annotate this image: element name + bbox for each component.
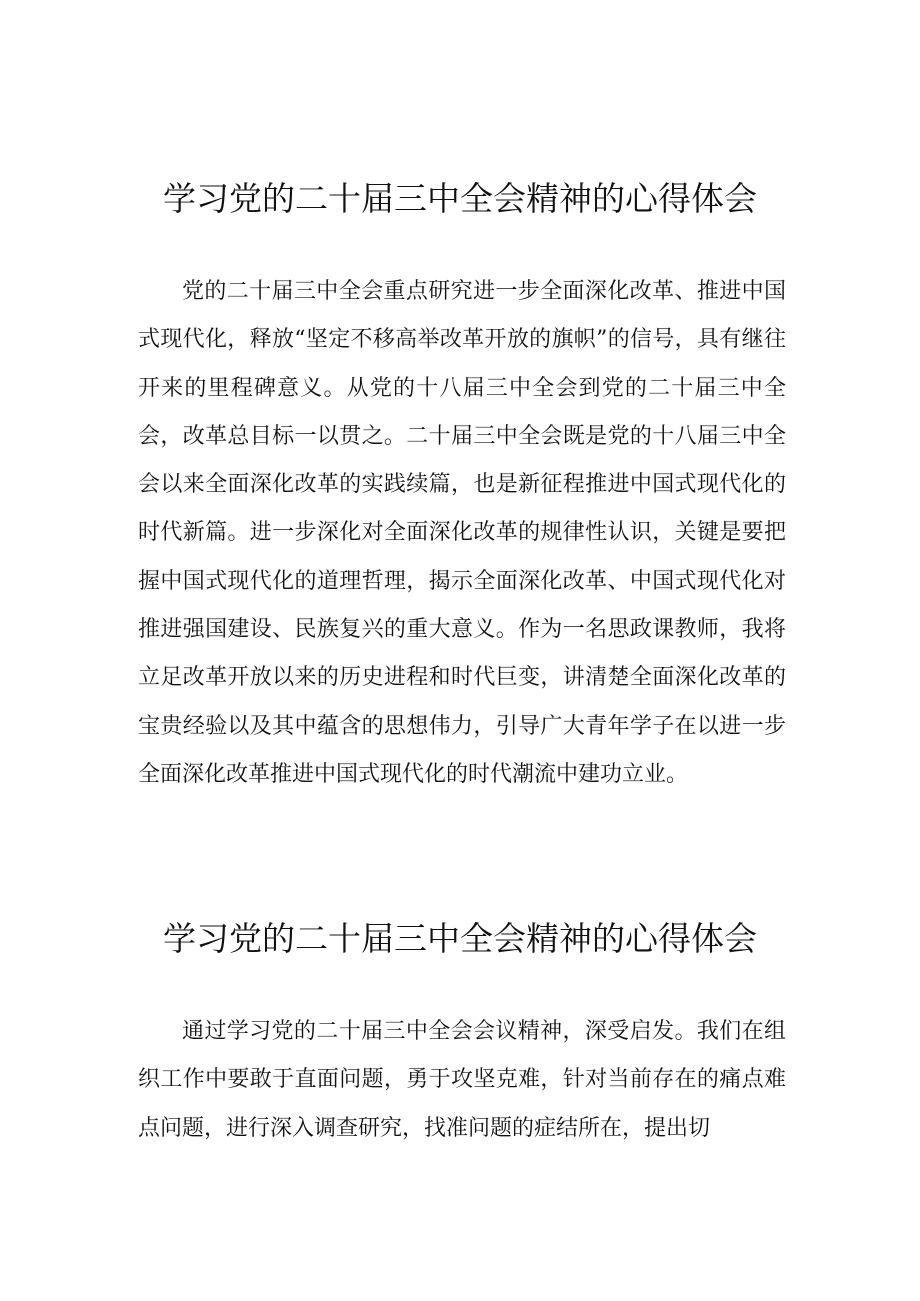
section-1-paragraph: 党的二十届三中全会重点研究进一步全面深化改革、推进中国式现代化，释放“坚定不移高举改革开放的旗帜”的信号，具有继往开来的里程碑意义。从党的十八届三中全会到党的二十届三中全会，改革总目标一以贯之。二十届三中全会既是党的十八届三中全会以来全面深化改革的实践续篇，也是新征程推进中国式现代化的时代新篇。进一步深化对全面深化改革的规律性认识，关键是要把握中国式现代化的道理哲理，揭示全面深化改革、中国式现代化对推进强国建设、民族复兴的重大意义。作为一名思政课教师，我将立足改革开放以来的历史进程和时代巨变，讲清楚全面深化改革的宝贵经验以及其中蕴含的思想伟力，引导广大青年学子在以进一步全面深化改革推进中国式现代化的时代潮流中建功立业。 <box>138 279 786 787</box>
section-2-title: 学习党的二十届三中全会精神的心得体会 <box>163 919 757 958</box>
section-2-paragraph: 通过学习党的二十届三中全会会议精神，深受启发。我们在组织工作中要敢于直面问题，勇于攻坚克难，针对当前存在的痛点难点问题，进行深入调查研究，找准问题的症结所在，提出切 <box>138 1019 786 1141</box>
section-1-title: 学习党的二十届三中全会精神的心得体会 <box>163 179 757 218</box>
